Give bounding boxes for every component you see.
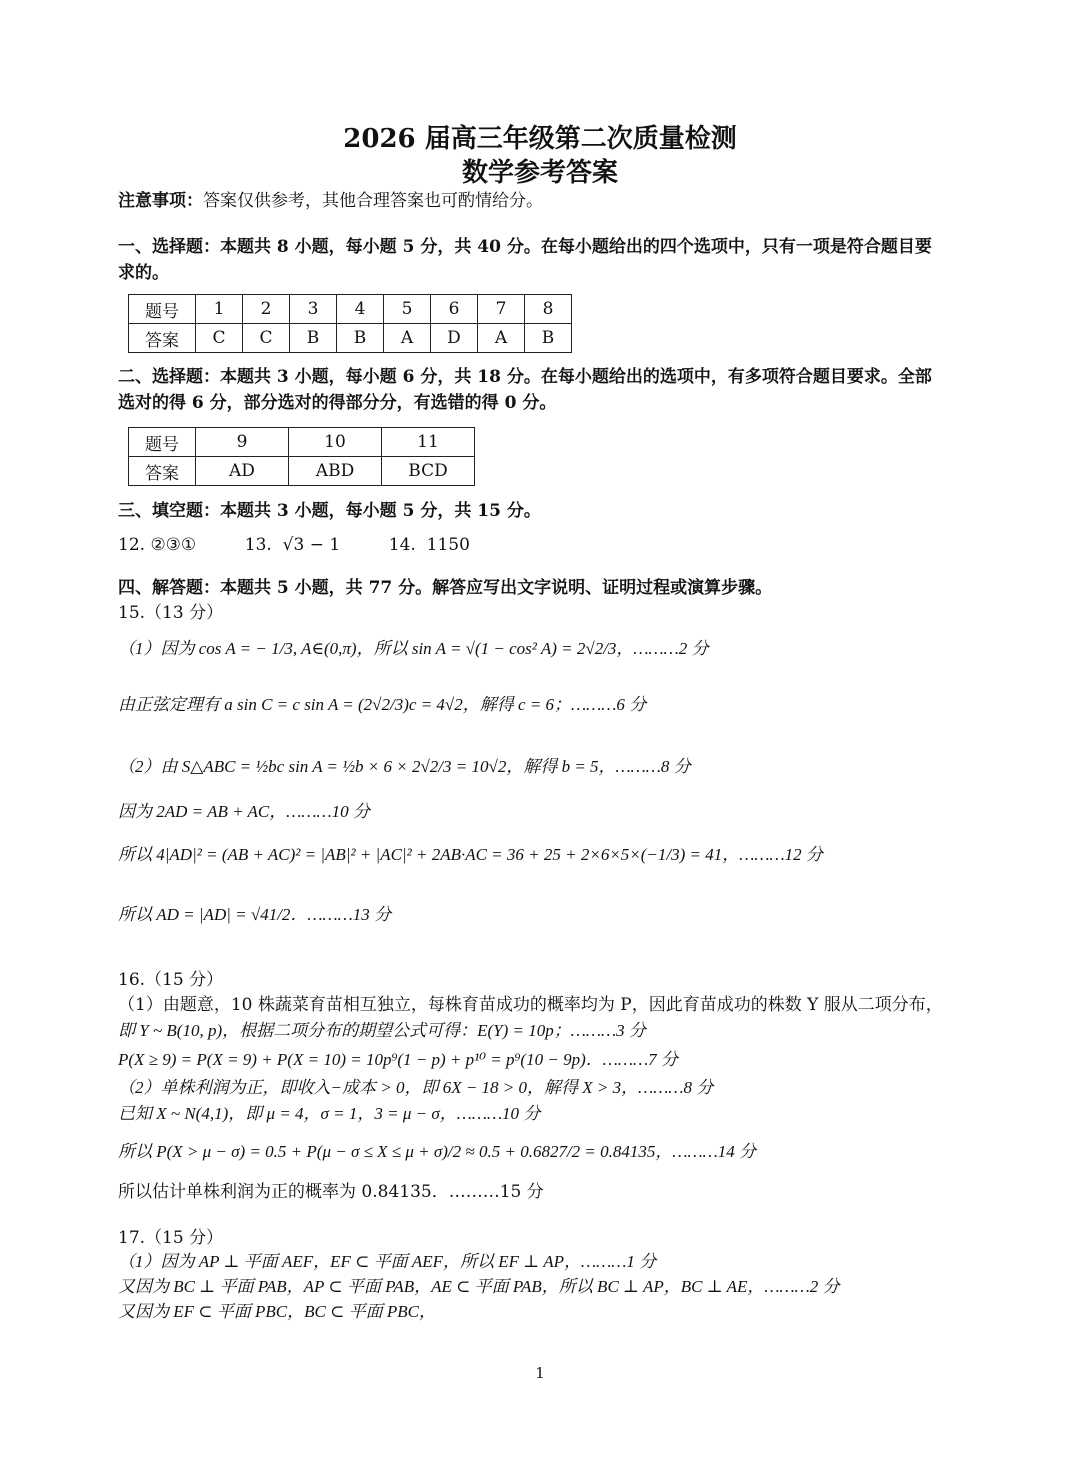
document-subtitle: 数学参考答案 <box>461 158 618 188</box>
section2-answer-table <box>128 427 475 486</box>
answer-cell: AD <box>196 457 289 486</box>
table-row <box>129 428 475 457</box>
question-number: 11 <box>382 428 475 457</box>
note-label: 注意事项： <box>118 191 203 211</box>
question-number: 9 <box>196 428 289 457</box>
note-text: 答案仅供参考，其他合理答案也可酌情给分。 <box>203 191 543 211</box>
answer-cell: B <box>290 324 337 353</box>
q17-label: 17.（15 分） <box>118 1228 224 1248</box>
question-number: 3 <box>290 295 337 324</box>
q17-line-3: 又因为 EF ⊂ 平面 PBC，BC ⊂ 平面 PBC， <box>118 1302 436 1321</box>
section3-heading: 三、填空题：本题共 3 小题，每小题 5 分，共 15 分。 <box>118 501 541 521</box>
q16-line-6: 所以 P(X > μ − σ) = 0.5 + P(μ − σ ≤ X ≤ μ + σ)/2 ≈ 0.5 + 0.6827/2 = 0.84135，………14 分 <box>118 1142 756 1161</box>
section1-heading-line1: 一、选择题：本题共 8 小题，每小题 5 分，共 40 分。在每小题给出的四个选项中，只有一项是符合题目要 <box>118 237 932 257</box>
table-row <box>129 295 572 324</box>
question-number: 6 <box>431 295 478 324</box>
answer-cell: B <box>525 324 572 353</box>
answer-cell: BCD <box>382 457 475 486</box>
q17-line-1: （1）因为 AP ⊥ 平面 AEF，EF ⊂ 平面 AEF，所以 EF ⊥ AP，………1 分 <box>118 1252 657 1271</box>
q15-line-6: 所以 AD = |AD| = √41/2．………13 分 <box>118 905 392 924</box>
question-number: 2 <box>243 295 290 324</box>
document-title: 2026 届高三年级第二次质量检测 <box>343 124 737 154</box>
section2-heading-line1: 二、选择题：本题共 3 小题，每小题 6 分，共 18 分。在每小题给出的选项中，有多项符合题目要求。全部 <box>118 367 932 387</box>
q15-line-2: 由正弦定理有 a sin C = c sin A = (2√2/3)c = 4√2，解得 c = 6；………6 分 <box>118 695 647 714</box>
answer-cell: D <box>431 324 478 353</box>
question-number: 7 <box>478 295 525 324</box>
table-row <box>129 457 475 486</box>
table-row-label: 答案 <box>129 324 196 353</box>
answer-cell: C <box>243 324 290 353</box>
table-row <box>129 324 572 353</box>
q17-line-2: 又因为 BC ⊥ 平面 PAB，AP ⊂ 平面 PAB，AE ⊂ 平面 PAB，所以 BC ⊥ AP，BC ⊥ AE，………2 分 <box>118 1277 840 1296</box>
q15-line-1: （1）因为 cos A = − 1/3, A∈(0,π)，所以 sin A = √(1 − cos² A) = 2√2/3，………2 分 <box>118 639 709 658</box>
section4-heading: 四、解答题：本题共 5 小题，共 77 分。解答应写出文字说明、证明过程或演算步骤。 <box>118 578 773 598</box>
answer-cell: ABD <box>289 457 382 486</box>
q15-line-4: 因为 2AD = AB + AC，………10 分 <box>118 802 370 821</box>
question-number: 5 <box>384 295 431 324</box>
table-row-label: 题号 <box>129 295 196 324</box>
q15-label: 15.（13 分） <box>118 603 224 623</box>
q16-line-5: 已知 X ~ N(4,1)，即 μ = 4，σ = 1，3 = μ − σ，………10 分 <box>118 1104 541 1123</box>
answer-cell: A <box>478 324 525 353</box>
table-row-label: 题号 <box>129 428 196 457</box>
q16-line-3: P(X ≥ 9) = P(X = 9) + P(X = 10) = 10p⁹(1 − p) + p¹⁰ = p⁹(10 − 9p)．………7 分 <box>118 1050 678 1069</box>
section2-heading-line2: 选对的得 6 分，部分选对的得部分分，有选错的得 0 分。 <box>118 393 557 413</box>
q16-line-2: 即 Y ~ B(10, p)，根据二项分布的期望公式可得：E(Y) = 10p；………3 分 <box>118 1021 646 1040</box>
answer-cell: C <box>196 324 243 353</box>
note-line <box>118 186 543 211</box>
q15-line-5: 所以 4|AD|² = (AB + AC)² = |AB|² + |AC|² + 2AB·AC = 36 + 25 + 2×6×5×(−1/3) = 41，………12 分 <box>118 845 823 864</box>
q16-line-7: 所以估计单株利润为正的概率为 0.84135．………15 分 <box>118 1182 544 1202</box>
question-number: 1 <box>196 295 243 324</box>
question-number: 8 <box>525 295 572 324</box>
page-number: 1 <box>535 1364 545 1382</box>
fill-in-answers: 12. ②③① 13. √3 − 1 14. 1150 <box>118 535 470 555</box>
q16-label: 16.（15 分） <box>118 970 224 990</box>
section1-answer-table <box>128 294 572 353</box>
question-number: 4 <box>337 295 384 324</box>
answer-cell: B <box>337 324 384 353</box>
section1-heading-line2: 求的。 <box>118 263 169 283</box>
answer-cell: A <box>384 324 431 353</box>
q15-line-3: （2）由 S△ABC = ½bc sin A = ½b × 6 × 2√2/3 = 10√2，解得 b = 5，………8 分 <box>118 757 691 776</box>
q16-line-1: （1）由题意，10 株蔬菜育苗相互独立，每株育苗成功的概率均为 P，因此育苗成功的株数 Y 服从二项分布， <box>118 995 943 1015</box>
q16-line-4: （2）单株利润为正，即收入−成本 > 0，即 6X − 18 > 0，解得 X > 3，………8 分 <box>118 1078 714 1097</box>
table-row-label: 答案 <box>129 457 196 486</box>
question-number: 10 <box>289 428 382 457</box>
